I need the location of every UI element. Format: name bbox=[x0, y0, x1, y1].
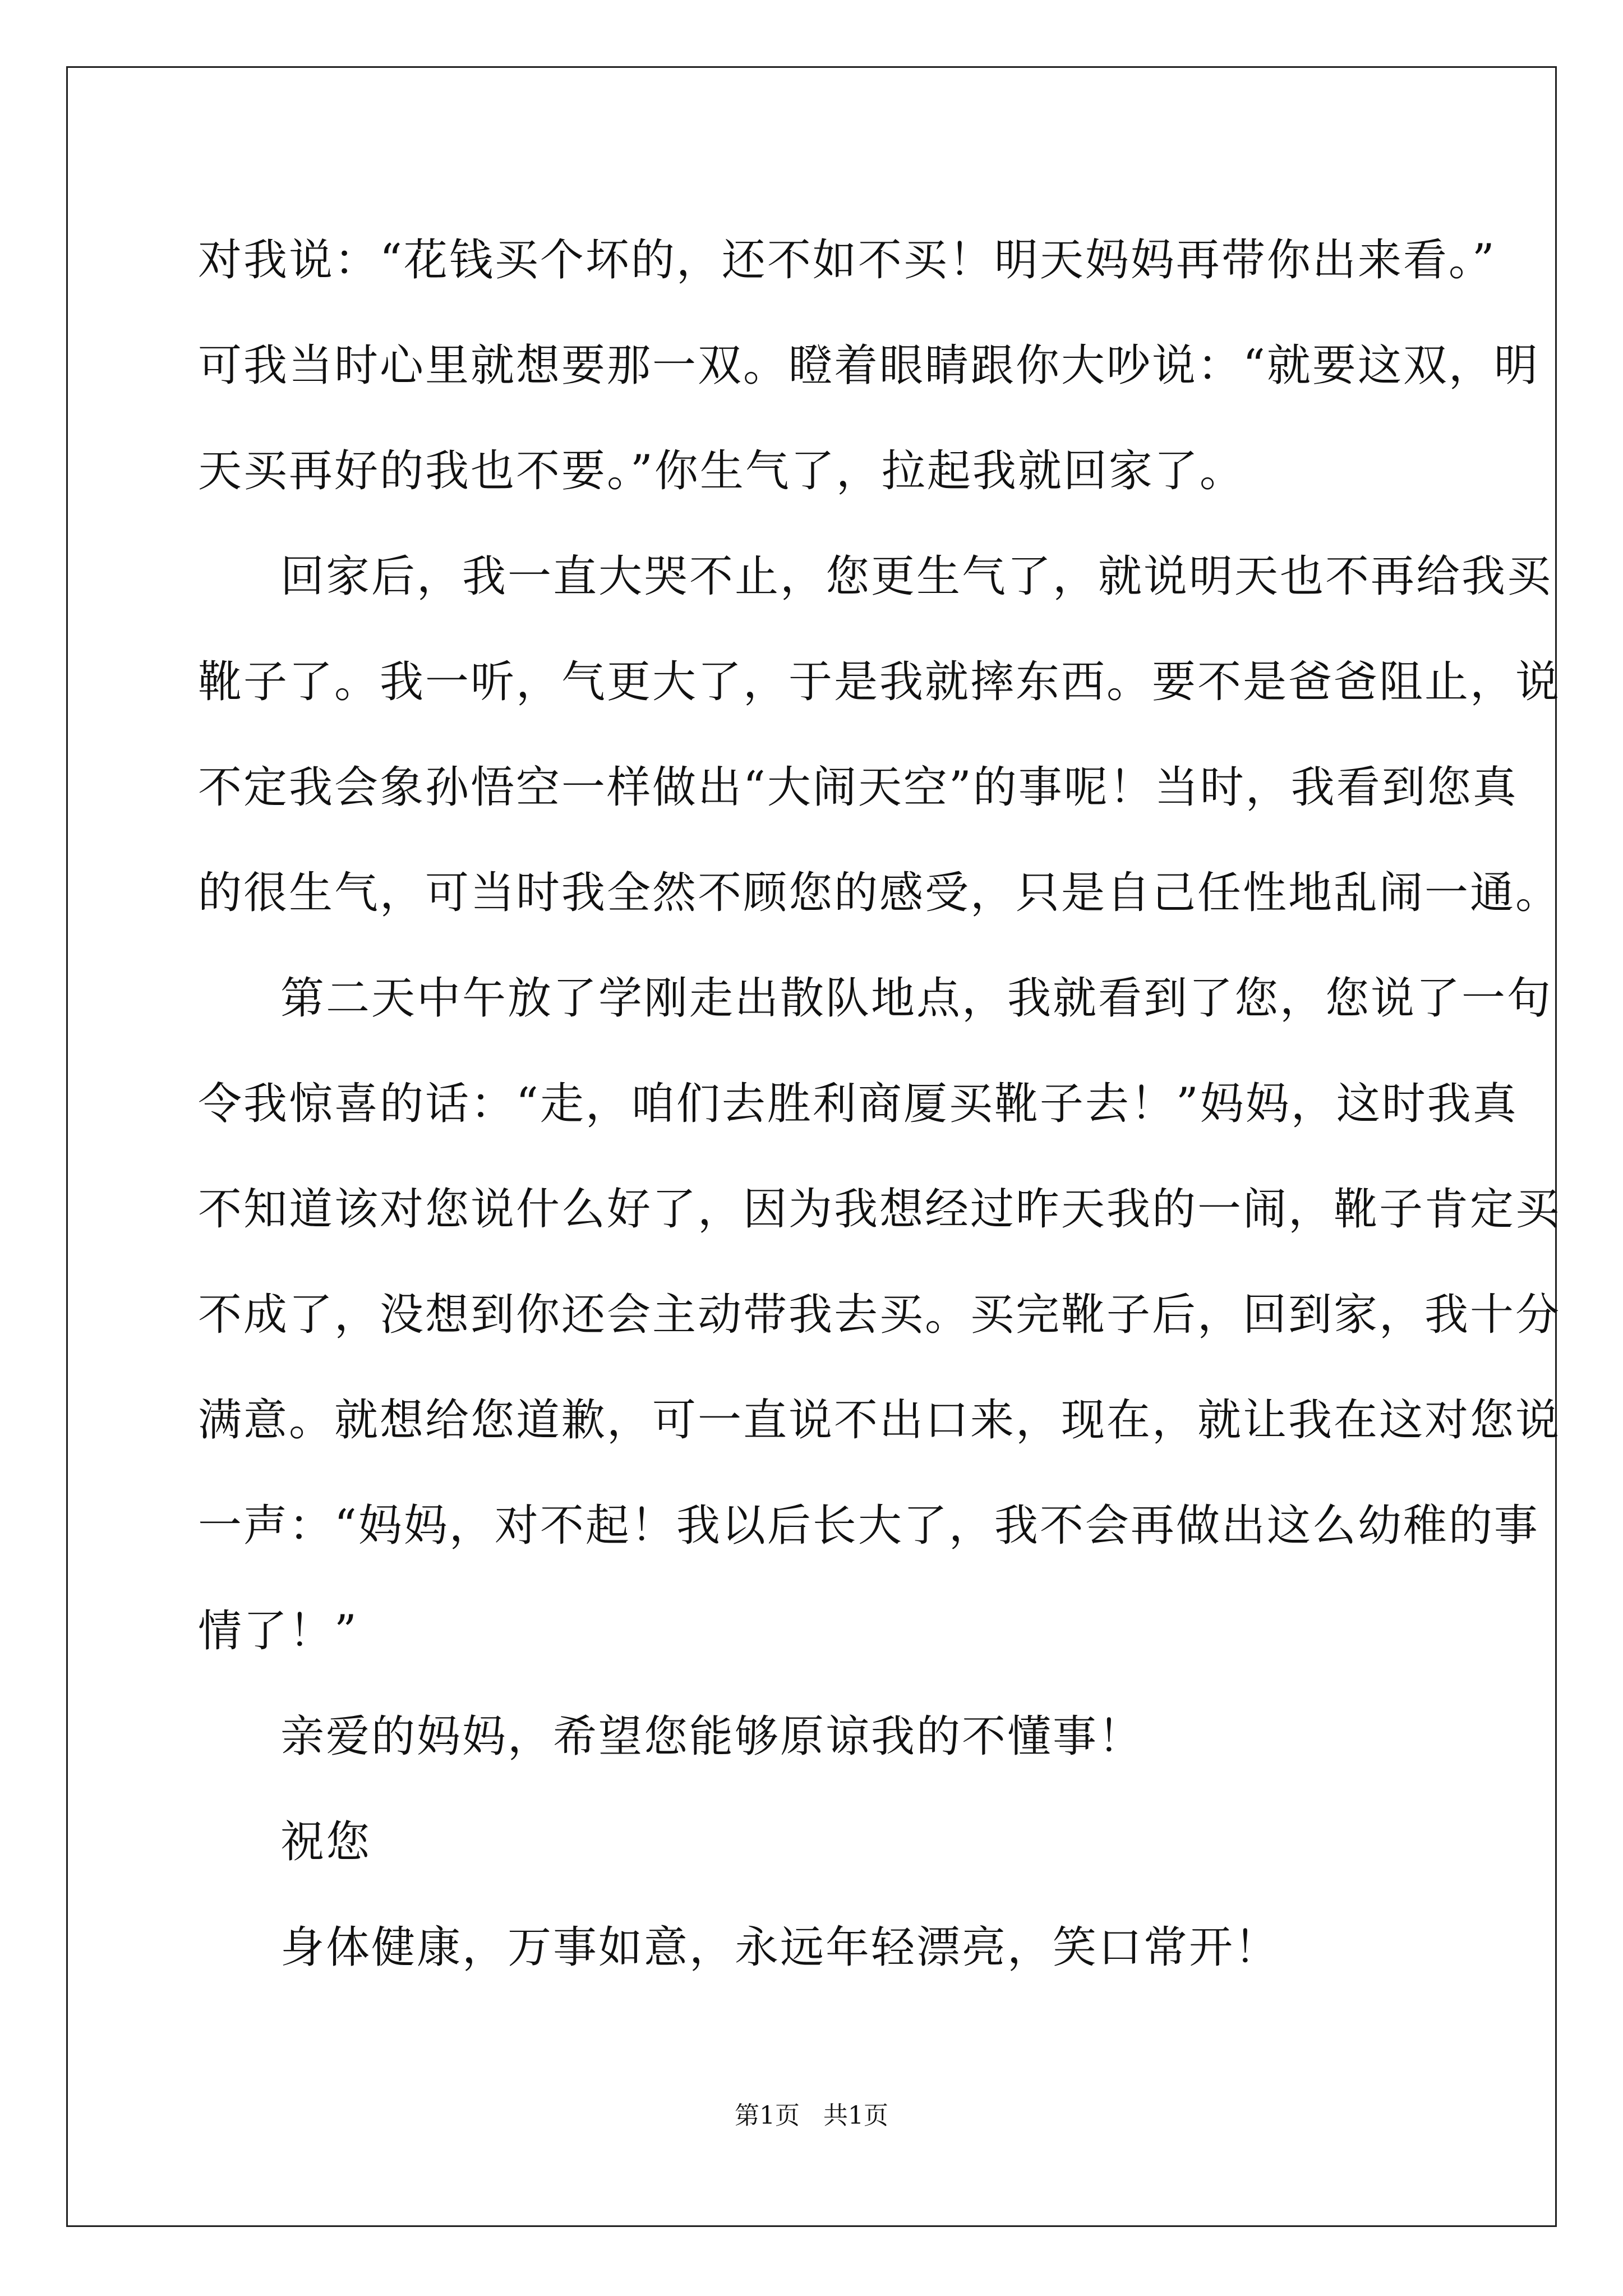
text-line: 回家后，我一直大哭不止，您更生气了，就说明天也不再给我买 bbox=[280, 551, 1553, 602]
text-line: 祝您 bbox=[280, 1817, 372, 1867]
text-line: 身体健康，万事如意，永远年轻漂亮，笑口常开！ bbox=[280, 1922, 1280, 1973]
text-line: 亲爱的妈妈，希望您能够原谅我的不懂事！ bbox=[280, 1711, 1144, 1762]
text-line: 的很生气，可当时我全然不顾您的感受，只是自己任性地乱闹一通。 bbox=[198, 868, 1561, 918]
text-line: 不知道该对您说什么好了，因为我想经过昨天我的一闹，靴子肯定买 bbox=[198, 1184, 1561, 1235]
text-line: 对我说：“花钱买个坏的，还不如不买！明天妈妈再带你出来看。” bbox=[198, 235, 1496, 286]
text-line: 靴子了。我一听，气更大了，于是我就摔东西。要不是爸爸阻止，说 bbox=[198, 657, 1561, 707]
text-line: 可我当时心里就想要那一双。瞪着眼睛跟你大吵说：“就要这双，明 bbox=[198, 341, 1539, 391]
page-number-footer: 第1页 共1页 bbox=[735, 2101, 888, 2130]
text-line: 一声：“妈妈，对不起！我以后长大了，我不会再做出这么幼稚的事 bbox=[198, 1501, 1539, 1551]
text-line: 第二天中午放了学刚走出散队地点，我就看到了您，您说了一句 bbox=[280, 973, 1553, 1024]
letter-body bbox=[198, 208, 1561, 2000]
text-line: 令我惊喜的话：“走，咱们去胜利商厦买靴子去！”妈妈，这时我真 bbox=[198, 1079, 1518, 1129]
text-line: 不定我会象孙悟空一样做出“大闹天空”的事呢！当时，我看到您真 bbox=[198, 762, 1518, 813]
text-line: 情了！” bbox=[198, 1606, 358, 1657]
text-line: 不成了，没想到你还会主动带我去买。买完靴子后，回到家，我十分 bbox=[198, 1290, 1561, 1340]
text-line: 满意。就想给您道歉，可一直说不出口来，现在，就让我在这对您说 bbox=[198, 1395, 1561, 1446]
text-line: 天买再好的我也不要。”你生气了，拉起我就回家了。 bbox=[198, 446, 1245, 496]
